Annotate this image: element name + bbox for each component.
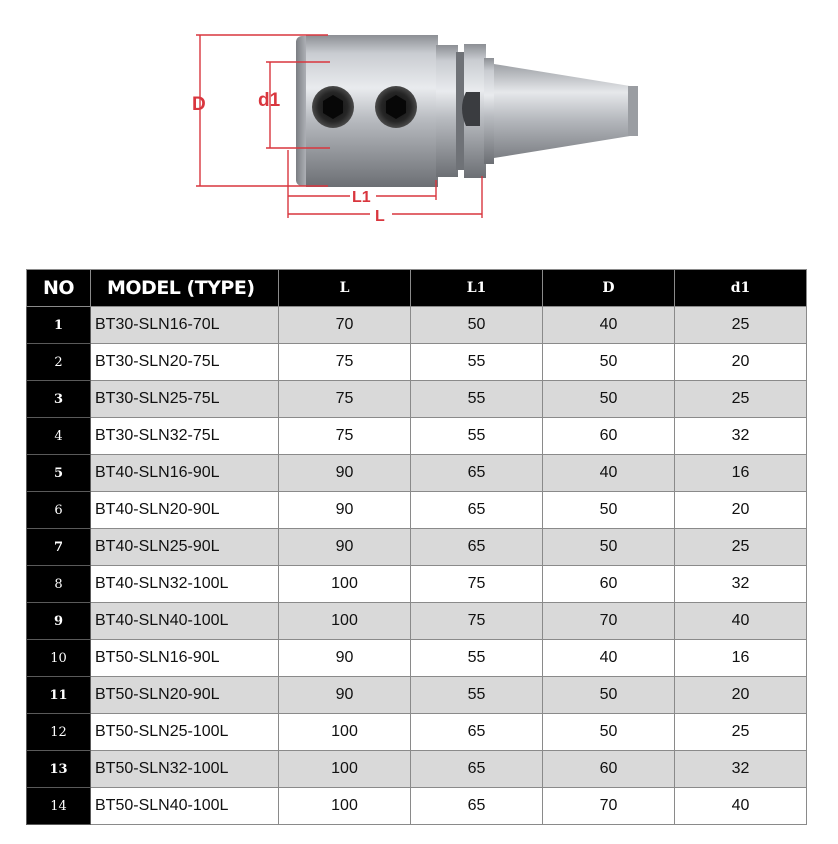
- L1-cell: 75: [411, 566, 543, 603]
- model-cell: BT50-SLN20-90L: [91, 677, 279, 714]
- row-number: 12: [27, 714, 91, 751]
- L1-cell: 55: [411, 677, 543, 714]
- D-cell: 50: [543, 714, 675, 751]
- row-number: 10: [27, 640, 91, 677]
- D-cell: 50: [543, 381, 675, 418]
- L1-cell: 65: [411, 714, 543, 751]
- L-cell: 100: [279, 714, 411, 751]
- row-number: 14: [27, 788, 91, 825]
- table-row: [27, 418, 807, 455]
- table-row: [27, 603, 807, 640]
- table-row: [27, 714, 807, 751]
- product-figure: [0, 0, 838, 250]
- D-cell: 70: [543, 603, 675, 640]
- table-body: [27, 307, 807, 825]
- L1-cell: 65: [411, 492, 543, 529]
- model-cell: BT30-SLN25-75L: [91, 381, 279, 418]
- model-cell: BT30-SLN16-70L: [91, 307, 279, 344]
- D-cell: 40: [543, 455, 675, 492]
- d1-cell: 25: [675, 529, 807, 566]
- row-number: 6: [27, 492, 91, 529]
- table-row: [27, 640, 807, 677]
- table-row: [27, 492, 807, 529]
- d1-cell: 25: [675, 381, 807, 418]
- model-cell: BT40-SLN16-90L: [91, 455, 279, 492]
- L-cell: 100: [279, 788, 411, 825]
- model-cell: BT30-SLN32-75L: [91, 418, 279, 455]
- L1-cell: 50: [411, 307, 543, 344]
- L-cell: 75: [279, 418, 411, 455]
- model-cell: BT50-SLN16-90L: [91, 640, 279, 677]
- D-cell: 50: [543, 344, 675, 381]
- table-row: [27, 751, 807, 788]
- row-number: 3: [27, 381, 91, 418]
- table-row: [27, 566, 807, 603]
- L1-cell: 75: [411, 603, 543, 640]
- model-cell: BT50-SLN25-100L: [91, 714, 279, 751]
- row-number: 7: [27, 529, 91, 566]
- model-cell: BT40-SLN40-100L: [91, 603, 279, 640]
- table-row: [27, 307, 807, 344]
- row-number: 5: [27, 455, 91, 492]
- d1-cell: 16: [675, 640, 807, 677]
- d1-cell: 20: [675, 677, 807, 714]
- L1-cell: 65: [411, 529, 543, 566]
- dimension-label-D: D: [192, 94, 206, 115]
- D-cell: 60: [543, 418, 675, 455]
- D-cell: 40: [543, 640, 675, 677]
- D-cell: 50: [543, 677, 675, 714]
- tool-holder-drawing: [0, 0, 838, 250]
- L1-cell: 65: [411, 455, 543, 492]
- header-d1: d1: [675, 270, 807, 307]
- spec-table: [26, 269, 807, 825]
- D-cell: 60: [543, 566, 675, 603]
- d1-cell: 32: [675, 566, 807, 603]
- model-cell: BT40-SLN20-90L: [91, 492, 279, 529]
- header-D: D: [543, 270, 675, 307]
- L1-cell: 55: [411, 640, 543, 677]
- model-cell: BT40-SLN25-90L: [91, 529, 279, 566]
- table-row: [27, 344, 807, 381]
- table-row: [27, 677, 807, 714]
- model-cell: BT40-SLN32-100L: [91, 566, 279, 603]
- dimension-label-L: L: [375, 208, 385, 225]
- d1-cell: 20: [675, 344, 807, 381]
- L-cell: 90: [279, 677, 411, 714]
- header-no: NO: [27, 270, 91, 307]
- d1-cell: 25: [675, 714, 807, 751]
- D-cell: 60: [543, 751, 675, 788]
- dimension-label-L1: L1: [352, 189, 371, 206]
- row-number: 11: [27, 677, 91, 714]
- table-header: [27, 270, 807, 307]
- model-cell: BT50-SLN32-100L: [91, 751, 279, 788]
- row-number: 9: [27, 603, 91, 640]
- L-cell: 90: [279, 455, 411, 492]
- L-cell: 90: [279, 492, 411, 529]
- L-cell: 100: [279, 603, 411, 640]
- d1-cell: 32: [675, 418, 807, 455]
- L1-cell: 55: [411, 418, 543, 455]
- row-number: 13: [27, 751, 91, 788]
- D-cell: 50: [543, 529, 675, 566]
- L-cell: 90: [279, 529, 411, 566]
- header-model: MODEL (TYPE): [91, 270, 279, 307]
- set-screw-1-icon: [312, 86, 354, 128]
- L1-cell: 65: [411, 788, 543, 825]
- table-row: [27, 455, 807, 492]
- d1-cell: 40: [675, 603, 807, 640]
- table-row: [27, 788, 807, 825]
- d1-cell: 40: [675, 788, 807, 825]
- D-cell: 70: [543, 788, 675, 825]
- model-cell: BT30-SLN20-75L: [91, 344, 279, 381]
- dimension-label-d1: d1: [258, 90, 281, 111]
- table-row: [27, 529, 807, 566]
- L-cell: 90: [279, 640, 411, 677]
- D-cell: 50: [543, 492, 675, 529]
- d1-cell: 25: [675, 307, 807, 344]
- model-cell: BT50-SLN40-100L: [91, 788, 279, 825]
- row-number: 1: [27, 307, 91, 344]
- row-number: 8: [27, 566, 91, 603]
- D-cell: 40: [543, 307, 675, 344]
- L1-cell: 55: [411, 344, 543, 381]
- L-cell: 70: [279, 307, 411, 344]
- L1-cell: 55: [411, 381, 543, 418]
- header-row: [27, 270, 807, 307]
- L-cell: 100: [279, 751, 411, 788]
- L-cell: 75: [279, 344, 411, 381]
- L1-cell: 65: [411, 751, 543, 788]
- header-L: L: [279, 270, 411, 307]
- table-row: [27, 381, 807, 418]
- L-cell: 75: [279, 381, 411, 418]
- L-cell: 100: [279, 566, 411, 603]
- set-screw-2-icon: [375, 86, 417, 128]
- d1-cell: 16: [675, 455, 807, 492]
- d1-cell: 32: [675, 751, 807, 788]
- header-L1: L1: [411, 270, 543, 307]
- row-number: 2: [27, 344, 91, 381]
- d1-cell: 20: [675, 492, 807, 529]
- row-number: 4: [27, 418, 91, 455]
